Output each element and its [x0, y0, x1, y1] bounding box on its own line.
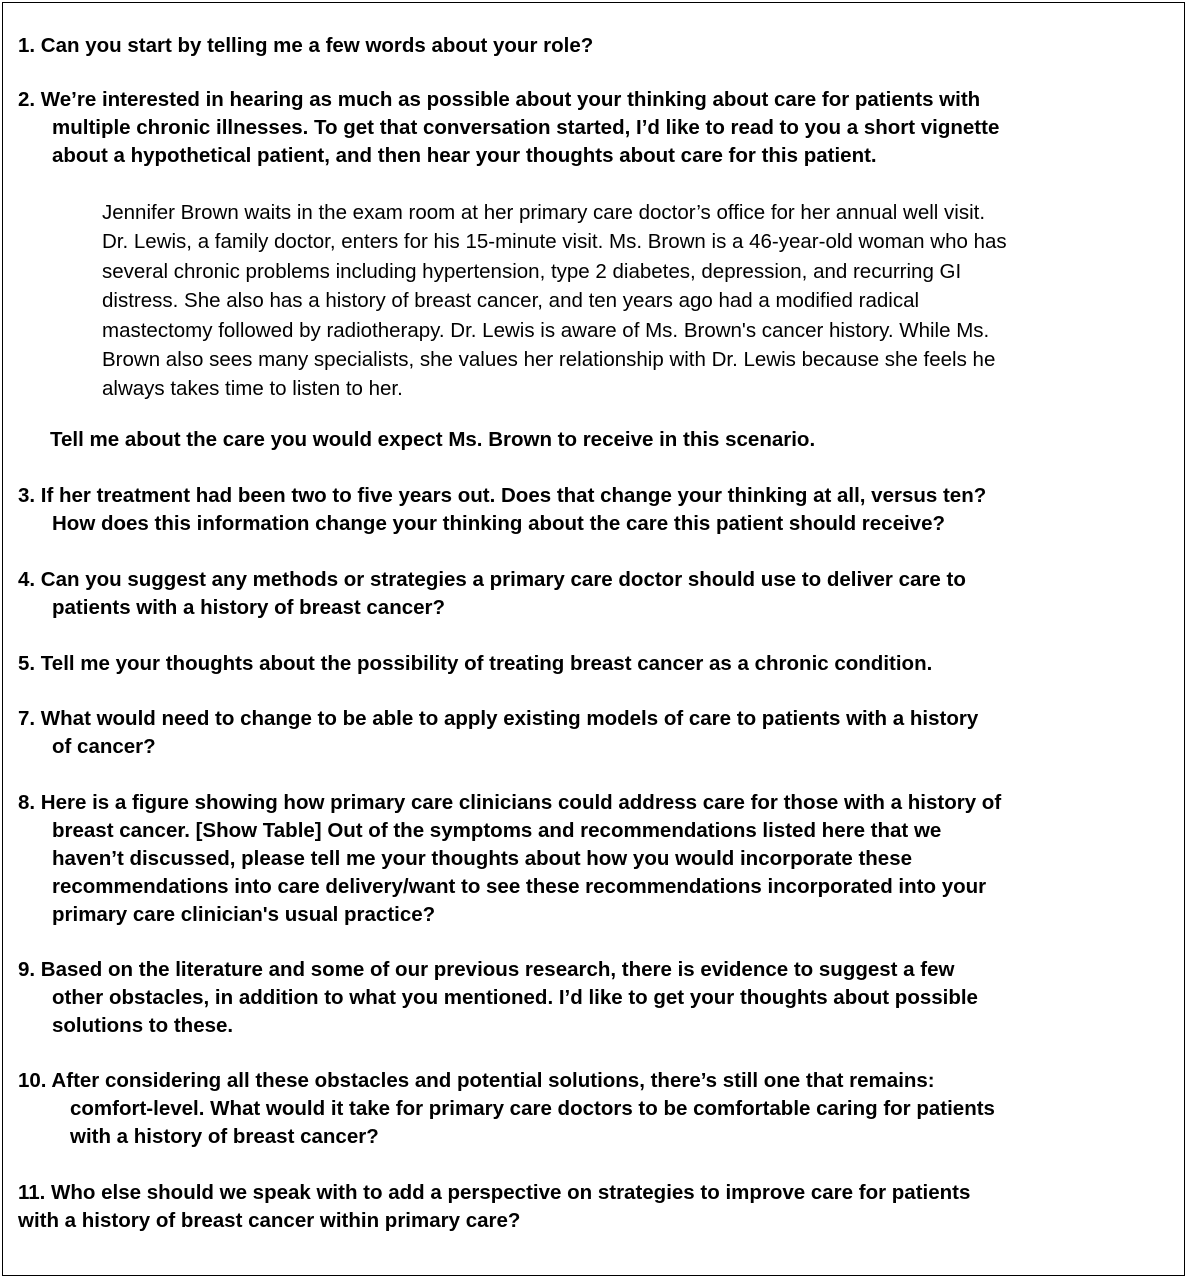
question-8-line: primary care clinician's usual practice? — [52, 903, 436, 926]
patient-vignette — [102, 198, 1007, 404]
question-11 — [18, 1179, 970, 1235]
question-5-line: 5. Tell me your thoughts about the possibility of treating breast cancer as a chronic condition. — [18, 652, 933, 675]
vignette-line: distress. She also has a history of breast cancer, and ten years ago had a modified radical — [102, 289, 920, 313]
question-3-line: 3. If her treatment had been two to five years out. Does that change your thinking at all, versus ten? — [18, 484, 987, 507]
question-8-line: breast cancer. [Show Table] Out of the symptoms and recommendations listed here that we — [52, 819, 942, 842]
question-4 — [18, 566, 966, 622]
question-7-line: of cancer? — [52, 735, 156, 758]
question-7-line: 7. What would need to change to be able to apply existing models of care to patients with a history — [18, 707, 979, 730]
vignette-line: mastectomy followed by radiotherapy. Dr. Lewis is aware of Ms. Brown's cancer history. While Ms. — [102, 318, 990, 342]
question-2-line: multiple chronic illnesses. To get that conversation started, I’d like to read to you a short vignette — [52, 116, 1000, 139]
question-9-line: other obstacles, in addition to what you mentioned. I’d like to get your thoughts about possible — [52, 986, 978, 1009]
question-8 — [18, 789, 1001, 929]
question-10-line: comfort-level. What would it take for primary care doctors to be comfortable caring for patients — [70, 1097, 995, 1120]
question-11-line: with a history of breast cancer within primary care? — [18, 1209, 521, 1232]
vignette-line: several chronic problems including hypertension, type 2 diabetes, depression, and recurring GI — [102, 259, 962, 283]
vignette-line: always takes time to listen to her. — [102, 377, 403, 401]
question-3-line: How does this information change your thinking about the care this patient should receive? — [52, 512, 946, 535]
vignette-line: Dr. Lewis, a family doctor, enters for his 15-minute visit. Ms. Brown is a 46-year-old woman who has — [102, 230, 1007, 254]
question-8-line: recommendations into care delivery/want to see these recommendations incorporated into your — [52, 875, 987, 898]
question-9 — [18, 956, 978, 1040]
question-8-line: 8. Here is a figure showing how primary care clinicians could address care for those with a history of — [18, 791, 1002, 814]
question-1 — [18, 32, 593, 60]
question-10-line: with a history of breast cancer? — [70, 1125, 379, 1148]
question-9-line: 9. Based on the literature and some of our previous research, there is evidence to suggest a few — [18, 958, 955, 981]
question-9-line: solutions to these. — [52, 1014, 234, 1037]
question-10-line: 10. After considering all these obstacles and potential solutions, there’s still one that remains: — [18, 1069, 935, 1092]
question-2 — [18, 86, 999, 170]
question-4-line: 4. Can you suggest any methods or strategies a primary care doctor should use to deliver care to — [18, 568, 966, 591]
question-2-prompt: Tell me about the care you would expect Ms. Brown to receive in this scenario. — [50, 428, 816, 451]
vignette-line: Jennifer Brown waits in the exam room at her primary care doctor’s office for her annual well visit. — [102, 201, 986, 224]
question-2-line: 2. We’re interested in hearing as much as possible about your thinking about care for patients with — [18, 88, 981, 111]
question-7 — [18, 705, 978, 761]
question-4-line: patients with a history of breast cancer? — [52, 596, 446, 619]
question-11-line: 11. Who else should we speak with to add a perspective on strategies to improve care for patients — [18, 1181, 971, 1204]
question-2-line: about a hypothetical patient, and then hear your thoughts about care for this patient. — [52, 144, 877, 167]
question-8-line: haven’t discussed, please tell me your thoughts about how you would incorporate these — [52, 847, 912, 870]
question-5 — [18, 650, 932, 678]
question-3 — [18, 482, 986, 538]
question-1-line: 1. Can you start by telling me a few words about your role? — [18, 34, 594, 57]
question-10 — [18, 1067, 995, 1151]
vignette-line: Brown also sees many specialists, she values her relationship with Dr. Lewis because she feels he — [102, 348, 996, 372]
